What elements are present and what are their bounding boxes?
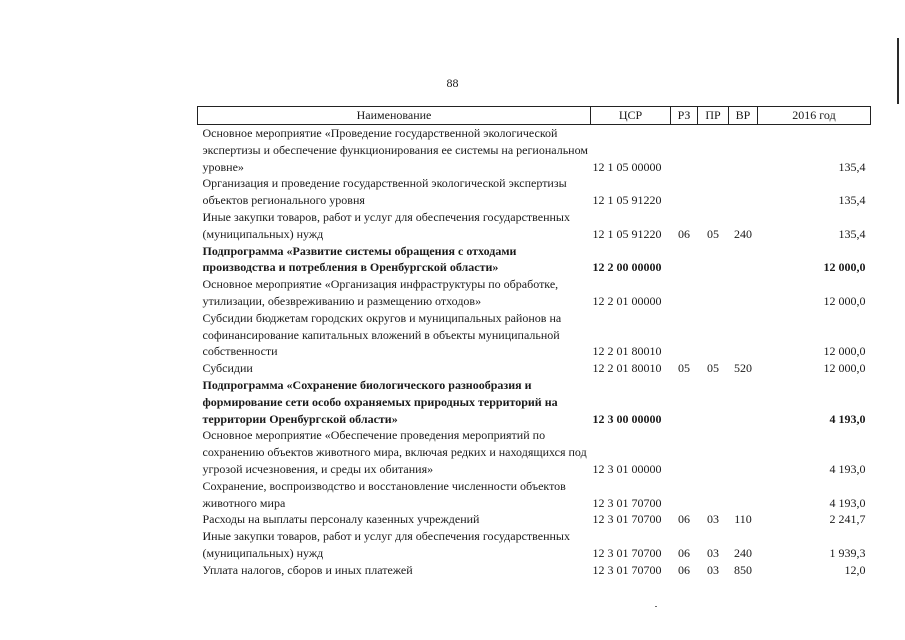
header-vr: ВР (729, 107, 758, 125)
cell-amount: 135,4 (838, 159, 866, 174)
cell-csr: 12 2 01 80010 (592, 361, 662, 376)
table-row (198, 360, 871, 377)
table-row (198, 511, 871, 528)
cell-name: Субсидии (202, 361, 253, 376)
table-body (198, 125, 871, 579)
cell-rz (671, 427, 698, 477)
cell-pr (698, 243, 729, 277)
cell-csr: 12 3 01 00000 (592, 461, 662, 476)
cell-rz: 06 (678, 545, 690, 560)
cell-name: Расходы на выплаты персоналу казенных учреждений (202, 512, 480, 527)
cell-vr (729, 276, 758, 310)
cell-csr: 12 1 05 91220 (592, 226, 662, 241)
cell-vr (729, 310, 758, 360)
scan-edge-mark (897, 38, 899, 104)
cell-amount: 12,0 (844, 562, 866, 577)
cell-pr: 05 (707, 226, 719, 241)
table-row (198, 243, 871, 277)
cell-pr (698, 276, 729, 310)
cell-csr: 12 3 01 70700 (592, 495, 662, 510)
header-rz: РЗ (671, 107, 698, 125)
table-row (198, 125, 871, 176)
cell-vr: 240 (734, 226, 752, 241)
cell-pr (698, 175, 729, 209)
cell-vr (729, 125, 758, 176)
table-row (198, 528, 871, 562)
cell-csr: 12 3 01 70700 (592, 512, 662, 527)
header-csr: ЦСР (591, 107, 671, 125)
table-row (198, 209, 871, 243)
cell-pr (698, 377, 729, 427)
cell-csr: 12 3 00 00000 (592, 411, 662, 426)
cell-csr: 12 1 05 00000 (592, 159, 662, 174)
cell-name: Подпрограмма «Сохранение биологического разнообразия и формирование сети особо охраняемых природных территорий на территории Оренбургской области» (202, 377, 558, 426)
cell-rz: 06 (678, 562, 690, 577)
cell-csr: 12 3 01 70700 (592, 562, 662, 577)
scan-speck (655, 606, 657, 607)
cell-pr (698, 427, 729, 477)
cell-pr: 03 (707, 512, 719, 527)
cell-name: Сохранение, воспроизводство и восстановление численности объектов животного мира (202, 478, 566, 510)
cell-csr: 12 2 01 00000 (592, 293, 662, 308)
cell-pr: 03 (707, 545, 719, 560)
cell-pr: 03 (707, 562, 719, 577)
cell-name: Иные закупки товаров, работ и услуг для обеспечения государственных (муниципальных) нужд (202, 209, 570, 241)
cell-name: Иные закупки товаров, работ и услуг для обеспечения государственных (муниципальных) нужд (202, 529, 570, 560)
header-year: 2016 год (758, 107, 871, 125)
cell-amount: 12 000,0 (823, 361, 866, 376)
header-name: Наименование (198, 107, 591, 125)
cell-rz (671, 125, 698, 176)
cell-rz (671, 377, 698, 427)
cell-rz: 06 (678, 226, 690, 241)
cell-csr: 12 3 01 70700 (592, 545, 662, 560)
cell-csr: 12 2 00 00000 (592, 260, 662, 275)
cell-vr: 110 (734, 512, 752, 527)
table-row (198, 377, 871, 427)
cell-vr (729, 243, 758, 277)
table-row (198, 562, 871, 579)
cell-vr: 240 (734, 545, 752, 560)
cell-vr: 520 (734, 361, 752, 376)
table-row (198, 276, 871, 310)
table-row (198, 427, 871, 477)
budget-table (197, 106, 871, 579)
page-number: 88 (446, 76, 459, 90)
table-header-row (198, 107, 871, 125)
cell-pr: 05 (707, 361, 719, 376)
cell-name: Основное мероприятие «Проведение государственной экологической экспертизы и обеспечение функционирования ее системы на региональном уровне» (202, 126, 588, 174)
cell-rz (671, 310, 698, 360)
cell-name: Подпрограмма «Развитие системы обращения с отходами производства и потребления в Оренбургской области» (202, 243, 517, 275)
cell-amount: 1 939,3 (829, 545, 866, 560)
cell-name: Организация и проведение государственной экологической экспертизы объектов регионального уровня (202, 176, 567, 208)
cell-vr (729, 427, 758, 477)
cell-amount: 4 193,0 (829, 411, 866, 426)
cell-rz: 05 (678, 361, 690, 376)
cell-pr (698, 478, 729, 512)
cell-rz: 06 (678, 512, 690, 527)
cell-vr (729, 377, 758, 427)
cell-csr: 12 2 01 80010 (592, 344, 662, 359)
cell-pr (698, 125, 729, 176)
cell-rz (671, 478, 698, 512)
cell-csr: 12 1 05 91220 (592, 193, 662, 208)
cell-name: Основное мероприятие «Обеспечение проведения мероприятий по сохранению объектов животного мира, включая редких и находящихся под угрозой исчезновения, и среды их обитания» (202, 428, 587, 476)
cell-name: Субсидии бюджетам городских округов и муниципальных районов на софинансирование капитальных вложений в объекты муниципальной собственности (202, 310, 562, 359)
cell-vr (729, 175, 758, 209)
header-pr: ПР (698, 107, 729, 125)
table-row (198, 310, 871, 360)
cell-amount: 135,4 (838, 193, 866, 208)
cell-amount: 12 000,0 (823, 293, 866, 308)
cell-name: Основное мероприятие «Организация инфраструктуры по обработке, утилизации, обезвреживанию и размещению отходов» (202, 277, 559, 308)
cell-pr (698, 310, 729, 360)
cell-name: Уплата налогов, сборов и иных платежей (202, 562, 413, 577)
cell-amount: 2 241,7 (829, 512, 866, 527)
table-row (198, 175, 871, 209)
cell-amount: 12 000,0 (823, 260, 866, 275)
cell-amount: 4 193,0 (829, 461, 866, 476)
cell-vr: 850 (734, 562, 752, 577)
cell-amount: 135,4 (838, 226, 866, 241)
cell-amount: 12 000,0 (823, 344, 866, 359)
cell-rz (671, 175, 698, 209)
cell-rz (671, 243, 698, 277)
cell-rz (671, 276, 698, 310)
cell-vr (729, 478, 758, 512)
table-row (198, 478, 871, 512)
cell-amount: 4 193,0 (829, 495, 866, 510)
